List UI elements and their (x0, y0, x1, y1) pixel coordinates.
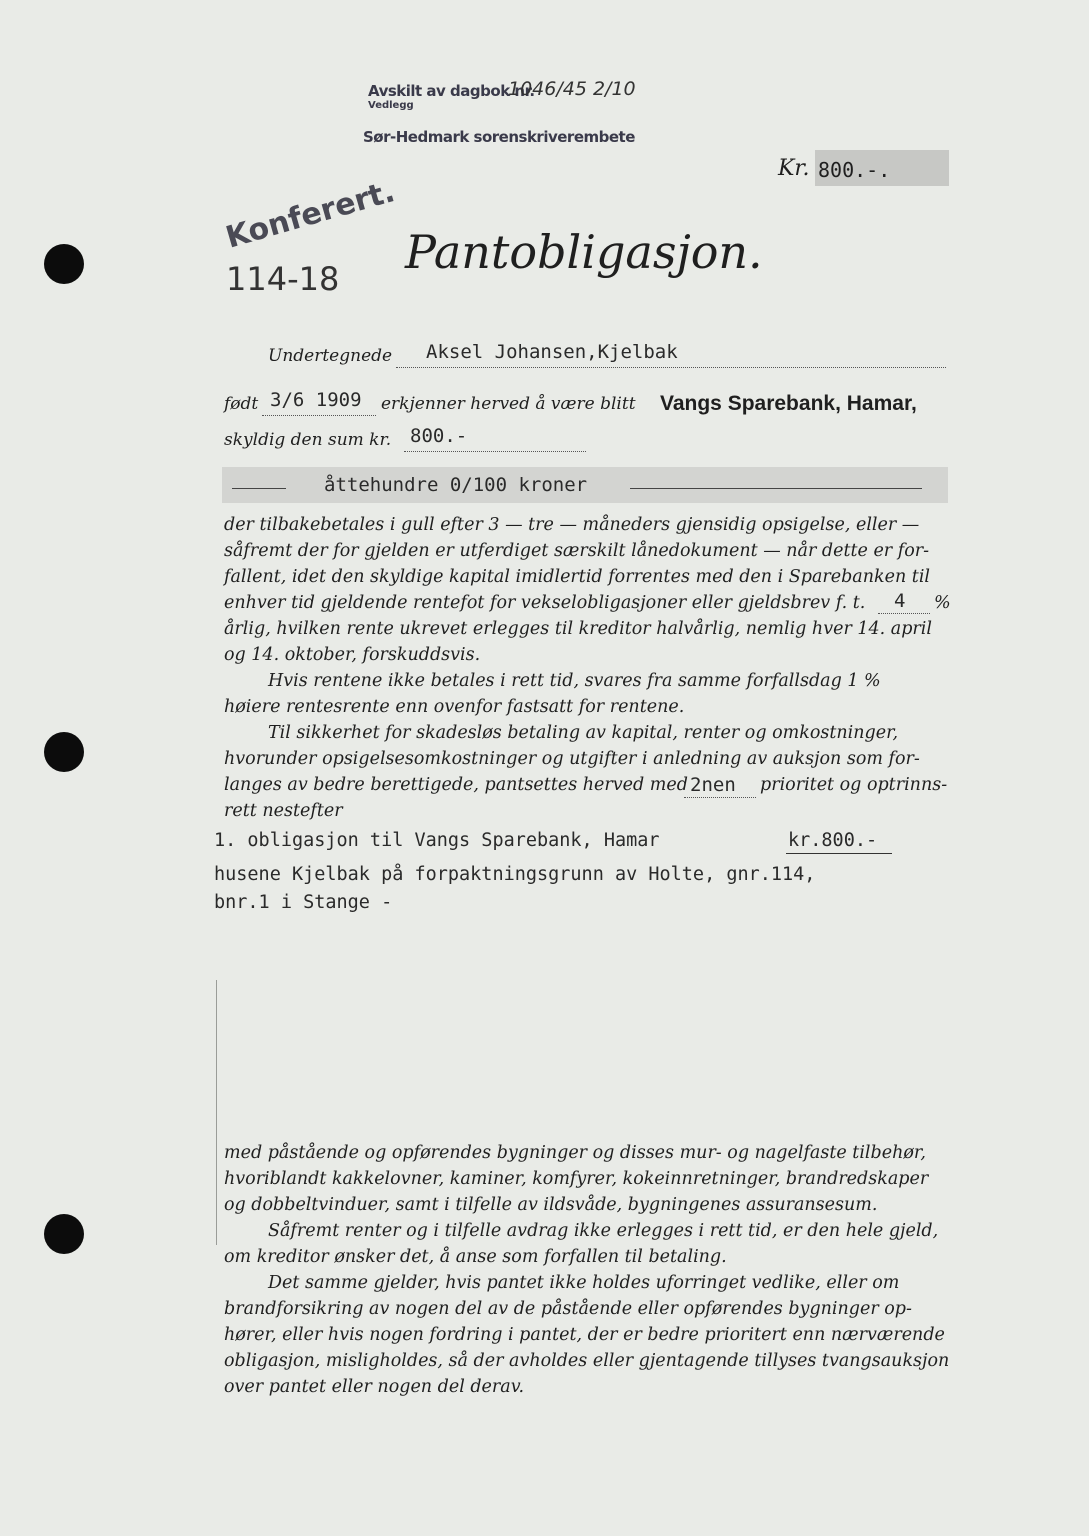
fodt-value: 3/6 1909 (270, 389, 362, 411)
konferert-stamp: Konferert. (222, 174, 399, 256)
para4-line1: med påstående og opførendes bygninger og disses mur- og nagelfaste tilbehør, (224, 1143, 926, 1163)
bank-name: Vangs Sparebank, Hamar, (660, 392, 917, 415)
amount-label: Kr. (778, 156, 810, 181)
typed-line-3: bnr.1 i Stange - (214, 892, 393, 913)
para6-line5: over pantet eller nogen del derav. (224, 1377, 525, 1397)
para1-line3: fallent, idet den skyldige kapital imidlertid forrentes med den i Sparebanken til (224, 567, 931, 587)
para3-line2: hvorunder opsigelsesomkostninger og utgifter i anledning av auksjon som for- (224, 749, 920, 769)
para1-line5: årlig, hvilken rente ukrevet erlegges til kreditor halvårlig, nemlig hver 14. april (224, 619, 932, 639)
stamp-line-2: Vedlegg (368, 100, 414, 111)
handwritten-reference: 114-18 (226, 260, 340, 298)
undertegnede-dotline (396, 366, 946, 368)
stamp-line-1: Avskilt av dagbok nr. (368, 82, 535, 100)
amount-in-words: åttehundre 0/100 kroner (324, 474, 588, 496)
words-dash-left (232, 487, 286, 489)
para6-line2: brandforsikring av nogen del av de påstående eller opførendes bygninger op- (224, 1299, 912, 1319)
para1-line4: enhver tid gjeldende rentefot for vekselobligasjoner eller gjeldsbrev f. t. (224, 593, 866, 613)
stamp-line-3: Sør-Hedmark sorenskriverembete (363, 128, 635, 146)
para2-line2: høiere rentesrente enn ovenfor fastsatt for rentene. (224, 697, 685, 717)
para1-line1: der tilbakebetales i gull efter 3 — tre — måneders gjensidig opsigelse, eller — (224, 515, 920, 535)
para4-line2: hvoriblandt kakkelovner, kaminer, komfyrer, kokeinnretninger, brandredskaper (224, 1169, 929, 1189)
typed-amount-underline (786, 852, 892, 854)
words-dash-right (630, 487, 922, 489)
para6-line1: Det samme gjelder, hvis pantet ikke holdes uforringet vedlike, eller om (268, 1273, 900, 1293)
stamp-handwritten-number: 1046/45 2/10 (508, 78, 636, 100)
priority-dotline (684, 796, 756, 798)
para6-line4: obligasjon, misligholdes, så der avholdes eller gjentagende tillyses tvangsauksjon (224, 1351, 950, 1371)
para3-line3: langes av bedre berettigede, pantsettes herved med (224, 775, 688, 795)
skyldig-dotline (404, 450, 586, 452)
para3-line1: Til sikkerhet for skadesløs betaling av kapital, renter og omkostninger, (268, 723, 899, 743)
interest-rate: 4 (894, 590, 906, 612)
para3-line3b: prioritet og optrinns- (760, 775, 948, 795)
punch-hole-top (44, 244, 84, 284)
undertegnede-value: Aksel Johansen,Kjelbak (426, 341, 678, 363)
rate-percent: % (934, 593, 951, 613)
fodt-label: født (224, 394, 259, 414)
para5-line1: Såfremt renter og i tilfelle avdrag ikke erlegges i rett tid, er den hele gjeld, (268, 1221, 939, 1241)
para1-line2: såfremt der for gjelden er utferdiget særskilt lånedokument — når dette er for- (224, 541, 930, 561)
typed-line-2: husene Kjelbak på forpaktningsgrunn av Holte, gnr.114, (214, 864, 816, 885)
amount-value: 800.-. (818, 158, 891, 182)
para4-line3: og dobbeltvinduer, samt i tilfelle av ildsvåde, bygningenes assuransesum. (224, 1195, 878, 1215)
typed-line-1: 1. obligasjon til Vangs Sparebank, Hamar (214, 830, 660, 851)
priority-value: 2nen (690, 774, 736, 796)
margin-line (216, 980, 217, 1245)
skyldig-label: skyldig den sum kr. (224, 430, 392, 450)
fodt-text: erkjenner herved å være blitt (381, 394, 636, 414)
skyldig-value: 800.- (410, 425, 468, 447)
para2-line1: Hvis rentene ikke betales i rett tid, svares fra samme forfallsdag 1 % (268, 671, 881, 691)
typed-line-1-amount: kr.800.- (788, 830, 878, 851)
punch-hole-bottom (44, 1214, 84, 1254)
rate-dotline (878, 612, 930, 614)
document-title: Pantobligasjon. (405, 225, 763, 279)
para1-line6: og 14. oktober, forskuddsvis. (224, 645, 481, 665)
fodt-dotline (262, 414, 376, 416)
para3-line4: rett nestefter (224, 801, 343, 821)
para6-line3: hører, eller hvis nogen fordring i pantet, der er bedre prioritert enn nærværende (224, 1325, 945, 1345)
para5-line2: om kreditor ønsker det, å anse som forfallen til betaling. (224, 1247, 727, 1267)
undertegnede-label: Undertegnede (268, 346, 393, 366)
punch-hole-middle (44, 732, 84, 772)
